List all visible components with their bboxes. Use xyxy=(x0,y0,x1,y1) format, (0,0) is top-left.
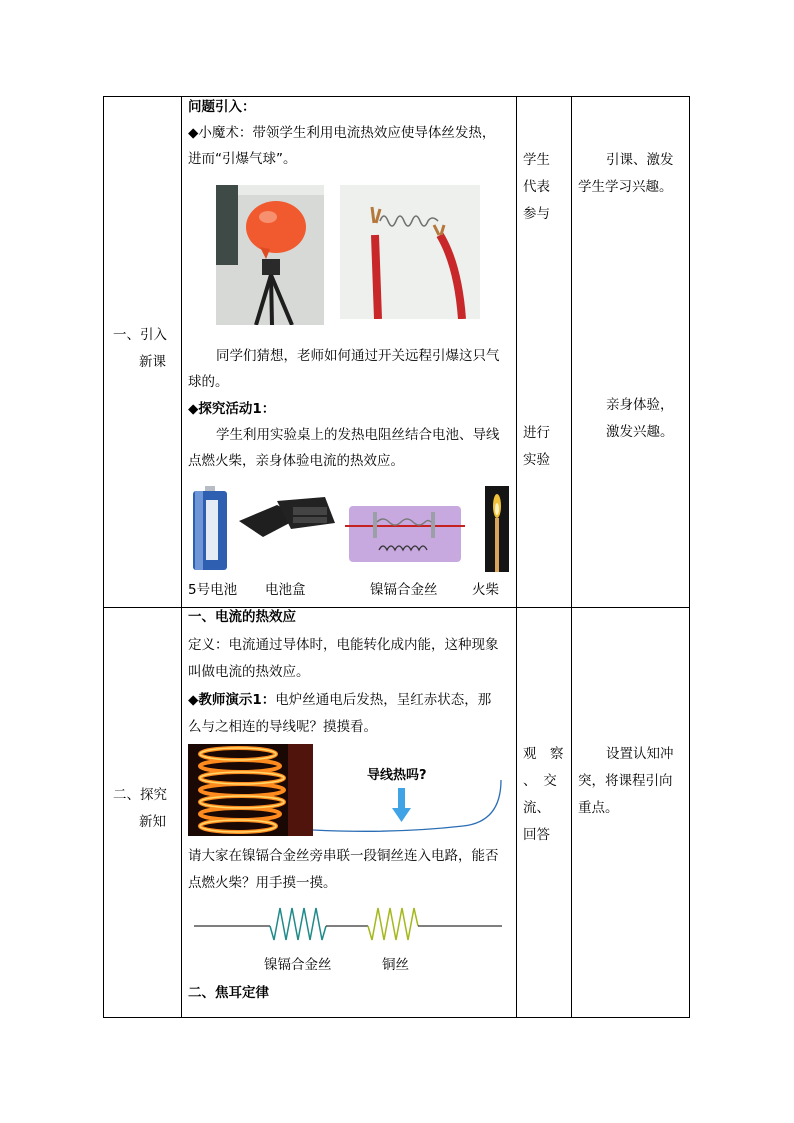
student-activity-1c: 参与 xyxy=(523,206,550,222)
guess-text-2: 球的。 xyxy=(188,374,229,390)
design-intent-3a: 设置认知冲 xyxy=(606,746,674,762)
demo-text-2: 么与之相连的导线呢？摸摸看。 xyxy=(188,719,377,735)
student-activity-3c: 流、 xyxy=(523,800,550,816)
caption-battery: 5号电池 xyxy=(188,582,238,598)
wire-curve xyxy=(313,740,513,840)
student-activity-2a: 进行 xyxy=(523,425,550,441)
definition-text-2: 叫做电流的热效应。 xyxy=(188,664,310,680)
heating-wire-photo xyxy=(340,185,480,319)
activity-heading: ◆探究活动1： xyxy=(188,401,276,417)
design-intent-1b: 学生学习兴趣。 xyxy=(578,179,673,195)
student-activity-1a: 学生 xyxy=(523,152,550,168)
magic-text-1: ◆小魔术：带领学生利用电流热效应使导体丝发热， xyxy=(188,125,496,141)
section-label-2a: 二、探究 xyxy=(113,787,167,803)
student-activity-3b: 、 交 xyxy=(523,773,557,789)
design-intent-3b: 突，将课程引向 xyxy=(578,773,673,789)
heat-effect-heading: 一、电流的热效应 xyxy=(188,609,296,625)
col-divider-2 xyxy=(516,97,517,1017)
intro-heading: 问题引入： xyxy=(188,99,256,115)
student-activity-1b: 代表 xyxy=(523,179,550,195)
caption-alloy-wire: 镍镉合金丝 xyxy=(370,582,438,598)
battery-box-photo xyxy=(237,495,337,547)
match-photo xyxy=(485,486,509,572)
ask-text-2: 点燃火柴？用手摸一摸。 xyxy=(188,875,337,891)
design-intent-2a: 亲身体验， xyxy=(606,397,674,413)
section-label-2b: 新知 xyxy=(139,814,166,830)
col-divider-3 xyxy=(571,97,572,1017)
activity-text-1: 学生利用实验桌上的发热电阻丝结合电池、导线 xyxy=(216,427,500,443)
student-activity-3a: 观 察 xyxy=(523,746,564,762)
series-coil-diagram xyxy=(192,904,504,946)
joule-law-heading: 二、焦耳定律 xyxy=(188,985,269,1001)
guess-text-1: 同学们猜想，老师如何通过开关远程引爆这只气 xyxy=(216,348,500,364)
ask-text-1: 请大家在镍镉合金丝旁串联一段铜丝连入电路，能否 xyxy=(188,848,499,864)
battery-photo xyxy=(190,486,230,570)
definition-text-1: 定义：电流通过导体时，电能转化成内能，这种现象 xyxy=(188,637,499,653)
magic-text-2: 进而“引爆气球”。 xyxy=(188,151,297,167)
demo-text-1: 电炉丝通电后发热，呈红赤状态，那 xyxy=(275,692,492,708)
activity-text-2: 点燃火柴，亲身体验电流的热效应。 xyxy=(188,453,404,469)
design-intent-1a: 引课、激发 xyxy=(606,152,674,168)
alloy-wire-photo xyxy=(345,500,465,564)
caption-battery-box: 电池盒 xyxy=(265,582,306,598)
section-label-1b: 新课 xyxy=(139,354,166,370)
balloon-photo xyxy=(216,185,324,325)
student-activity-3d: 回答 xyxy=(523,827,550,843)
design-intent-2b: 激发兴趣。 xyxy=(606,424,674,440)
wire-question: 导线热吗? xyxy=(367,768,427,783)
caption-match: 火柴 xyxy=(472,582,499,598)
coil-label-copper: 铜丝 xyxy=(382,957,409,973)
electric-heater-photo xyxy=(188,744,313,836)
section-label-1a: 一、引入 xyxy=(113,327,167,343)
design-intent-3c: 重点。 xyxy=(578,800,619,816)
coil-label-alloy: 镍镉合金丝 xyxy=(264,957,332,973)
student-activity-2b: 实验 xyxy=(523,452,550,468)
demo-label: ◆教师演示1： xyxy=(188,692,276,708)
col-divider-1 xyxy=(181,97,182,1017)
